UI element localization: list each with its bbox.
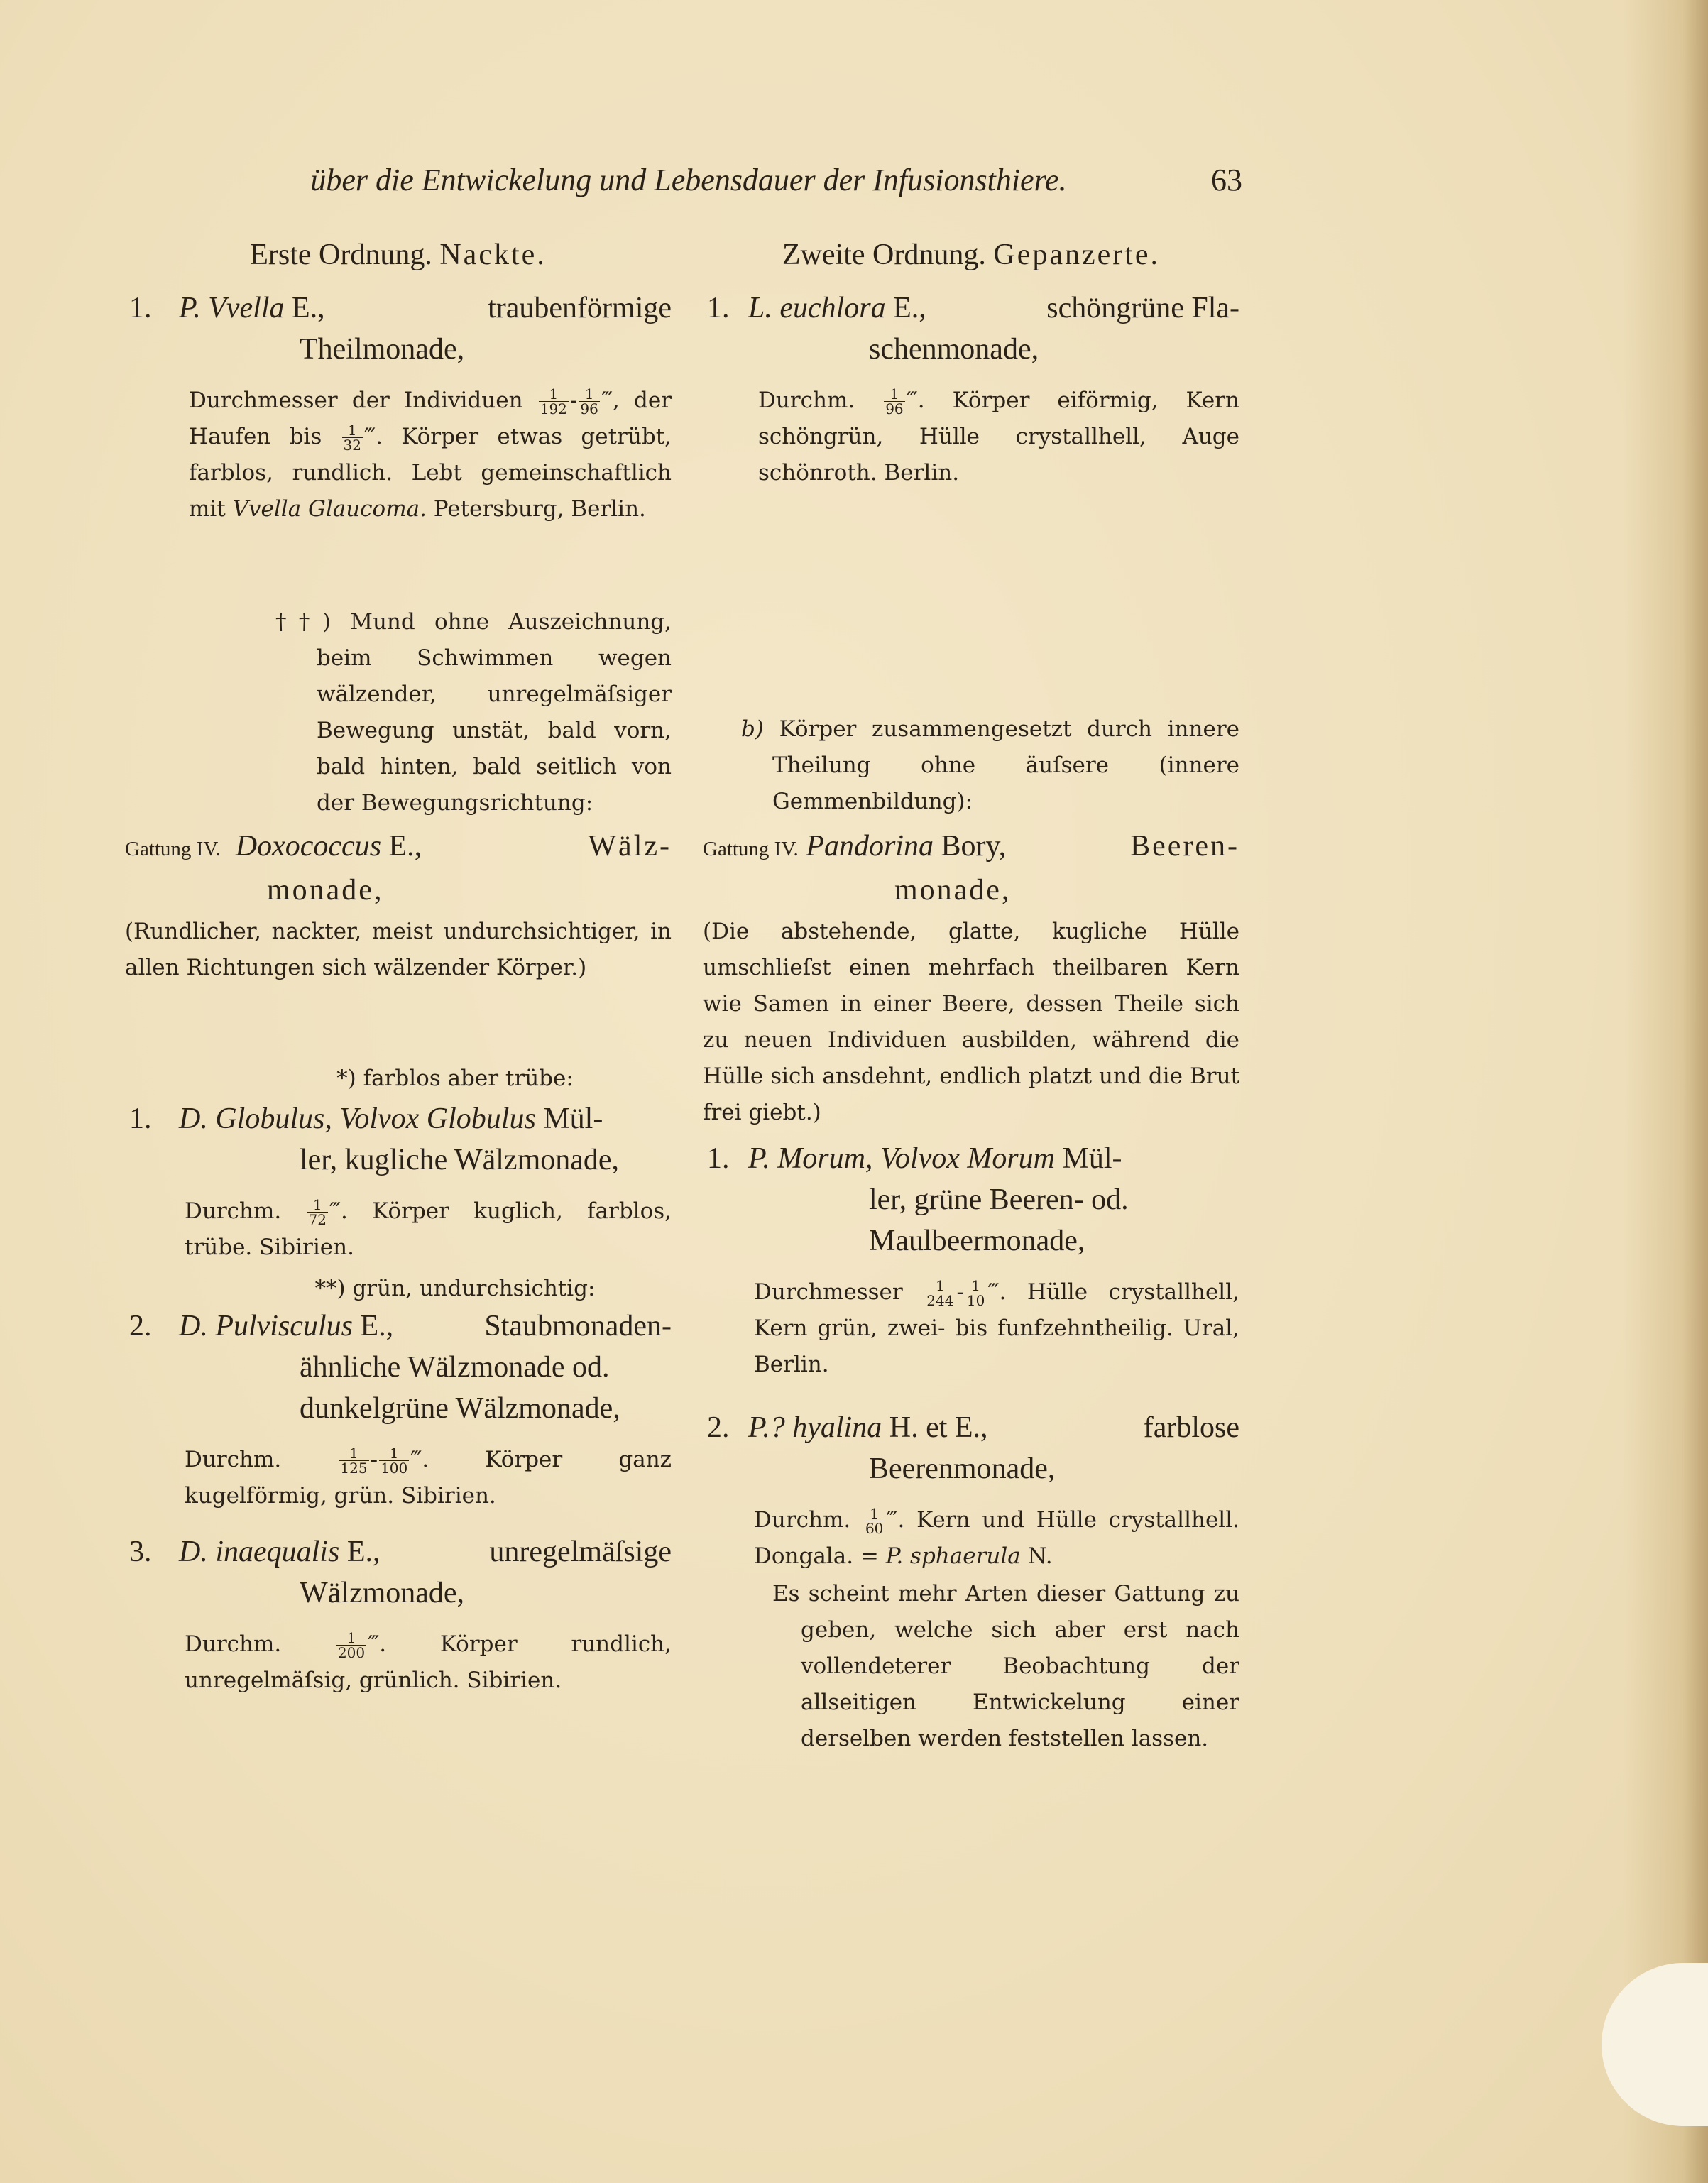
desc-text: Durchm. [185, 1198, 282, 1224]
genus-name: Doxococcus [235, 830, 382, 863]
genus-author: E., [388, 830, 422, 863]
order-name: Gepanzerte. [993, 239, 1161, 271]
species-name: L. euchlora [748, 292, 886, 324]
denominator: 32 [343, 437, 361, 454]
species-common-name-cont: schenmonade, [869, 333, 1039, 366]
desc-text: Durchm. [754, 1507, 851, 1533]
desc-text: ‴. Körper eiförmig, Kern schöngrün, Hülle crystallhell, Auge schönroth. Berlin. [758, 388, 1239, 486]
order-heading [703, 238, 1239, 272]
desc-text: Durchm. [758, 388, 855, 413]
numerator: 1 [539, 387, 569, 402]
numerator: 1 [884, 387, 904, 402]
order-title: Erste Ordnung. [250, 239, 432, 271]
denominator: 125 [340, 1460, 368, 1477]
numerator: 1 [864, 1506, 885, 1521]
species-name: D. inaequalis [179, 1536, 340, 1568]
species-author: E., [360, 1310, 394, 1342]
denominator: 60 [865, 1520, 884, 1537]
denominator: 96 [885, 400, 904, 417]
species-common-name: traubenförmige [488, 292, 672, 324]
species-name: D. Globulus, Volvox Globulus [179, 1103, 536, 1135]
species-common-name-cont: Theilmonade, [300, 333, 465, 366]
species-number: 1. [707, 292, 730, 324]
species-author: E., [893, 292, 926, 324]
species-description [754, 1502, 1239, 1575]
subsection-marker: ††) [275, 609, 331, 635]
fraction [379, 1446, 409, 1475]
desc-text: N. [1027, 1543, 1053, 1569]
subsection-text: Körper zusammengesetzt durch innere Theilung ohne äuſsere (innere Gemmenbildung): [772, 716, 1239, 814]
species-entry [703, 1407, 1239, 1489]
fraction [336, 1631, 366, 1660]
numerator: 1 [965, 1279, 986, 1293]
page-number: 63 [1211, 163, 1242, 197]
subsection-text: Mund ohne Auszeichnung, beim Schwimmen wegen wälzender, unregelmäſsiger Bewegung unstät, bald vorn, bald hinten, bald seitlich von der Bewegungsrichtung: [317, 609, 672, 816]
fraction [339, 1446, 368, 1475]
desc-text: ‴. Körper ganz kugelförmig, grün. Sibirien. [185, 1447, 672, 1509]
species-common-name: unregelmäſsige [489, 1536, 672, 1568]
running-title: über die Entwickelung und Lebensdauer der Infusionsthiere. [310, 163, 1067, 197]
numerator: 1 [925, 1279, 955, 1293]
genus-description: (Rundlicher, nackter, meist undurchsichtiger, in allen Richtungen sich wälzender Körper.) [125, 919, 672, 980]
order-title: Zweite Ordnung. [782, 239, 986, 271]
desc-text: ‴. Hülle crystallhell, Kern grün, zwei- bis funfzehntheilig. Ural, Berlin. [754, 1279, 1239, 1377]
species-description: Durchmesser der Individuen $\frac{1}{192}$ - $\frac{1}{96}$ ‴, der Haufen bis $\frac{1}{32}$ ‴. Körper etwas getrübt, farblos, rundlich. Lebt gemeinschaftlich mit Vvella Glaucoma. Petersburg, Berlin. [189, 385, 672, 522]
denominator: 192 [540, 400, 567, 417]
left-column [125, 238, 672, 1699]
species-description: Durchmesser $\frac{1}{244}$ - $\frac{1}{10}$ ‴. Hülle crystallhell, Kern grün, zwei- bis funfzehntheilig. Ural, Berlin. [754, 1277, 1239, 1377]
desc-text: ‴. Körper rundlich, unregelmäſsig, grünlich. Sibirien. [185, 1631, 672, 1693]
desc-text: Durchmesser [754, 1279, 903, 1305]
numerator: 1 [379, 1446, 409, 1461]
numerator: 1 [339, 1446, 368, 1461]
subsection [741, 711, 1239, 820]
species-number: 1. [129, 1103, 152, 1135]
desc-italic: Vvella Glaucoma. [232, 496, 427, 522]
species-common-name: ler, grüne Beeren- od. Maulbeermonade, [869, 1183, 1129, 1257]
species-number: 2. [707, 1411, 730, 1444]
denominator: 96 [580, 400, 598, 417]
species-name: P.? hyalina [748, 1411, 882, 1444]
fraction [965, 1279, 986, 1308]
order-heading [125, 238, 672, 272]
fraction [925, 1279, 955, 1308]
desc-text: ‴. Körper kuglich, farblos, trübe. Sibirien. [185, 1198, 672, 1260]
denominator: 72 [308, 1211, 327, 1228]
genus-common-name-cont: monade, [894, 874, 1012, 907]
denominator: 200 [337, 1644, 366, 1661]
paper-stain [1602, 1963, 1708, 2126]
desc-text: Durchmesser der Individuen [189, 388, 523, 413]
genus-note: Es scheint mehr Arten dieser Gattung zu geben, welche sich aber erst nach vollendeterer Beobachtung der allseitigen Entwickelung einer derselben werden feststellen lassen. [772, 1581, 1239, 1751]
desc-text: Petersburg, Berlin. [433, 496, 646, 522]
group-label: *) farblos aber trübe: [336, 1066, 574, 1091]
genus-common-name: Beeren- [1130, 830, 1239, 863]
denominator: 10 [966, 1292, 985, 1309]
numerator: 1 [336, 1631, 366, 1646]
species-entry [703, 288, 1239, 370]
genus-description: (Die abstehende, glatte, kugliche Hülle umschlieſst einen mehrfach theilbaren Kern wie Samen in einer Beere, dessen Theile sich zu neuen Individuen ausbilden, während die Hülle sich ansdehnt, endlich platzt und die Brut frei giebt.) [703, 919, 1239, 1125]
fraction [864, 1506, 885, 1536]
species-entry [125, 288, 672, 370]
species-number: 1. [129, 292, 152, 324]
subsection-marker: b) [741, 716, 764, 742]
genus-common-name: Wälz- [588, 830, 672, 863]
denominator: 244 [926, 1292, 954, 1309]
species-entry [125, 1306, 672, 1429]
species-common-name-cont: ähnliche Wälzmonade od. dunkelgrüne Wälzmonade, [300, 1351, 620, 1425]
species-description [185, 1193, 672, 1266]
desc-text: Durchm. [185, 1447, 282, 1472]
species-author: H. et E., [889, 1411, 988, 1444]
group-label: **) grün, undurchsichtig: [314, 1276, 596, 1301]
fraction [539, 387, 569, 416]
species-number: 1. [707, 1142, 730, 1175]
page-edge-shadow [1623, 0, 1708, 2183]
species-common-name-cont: Wälzmonade, [300, 1577, 465, 1609]
desc-text: ‴. Kern und Hülle crystallhell. Dongala. = [754, 1507, 1239, 1569]
species-name: D. Pulvisculus [179, 1310, 353, 1342]
genus-author: Bory, [941, 830, 1007, 863]
species-name: P. Vvella [179, 292, 285, 324]
fraction [342, 423, 363, 452]
species-common-name: Staubmonaden- [484, 1310, 672, 1342]
species-description [758, 383, 1239, 491]
species-author: E., [346, 1536, 381, 1568]
numerator: 1 [579, 387, 599, 402]
order-name: Nackte. [439, 239, 547, 271]
species-author: Mül- [543, 1103, 603, 1135]
desc-text: Durchm. [185, 1631, 282, 1657]
numerator: 1 [307, 1198, 327, 1213]
species-entry [703, 1138, 1239, 1262]
species-author: Mül- [1062, 1142, 1122, 1175]
desc-text: ‴, der Haufen bis [189, 388, 672, 449]
genus-label: Gattung IV. [703, 838, 799, 860]
genus-label: Gattung IV. [125, 838, 221, 860]
right-column [703, 238, 1239, 1757]
fraction [884, 387, 904, 416]
species-author: E., [292, 292, 325, 324]
genus-name: Pandorina [806, 830, 934, 863]
genus-entry [703, 826, 1239, 911]
genus-entry [125, 826, 672, 911]
species-common-name: ler, kugliche Wälzmonade, [300, 1144, 620, 1176]
subsection [275, 604, 672, 821]
desc-italic: P. sphaerula [885, 1543, 1021, 1569]
species-entry [125, 1531, 672, 1614]
fraction [307, 1198, 327, 1227]
species-number: 3. [129, 1536, 152, 1568]
page-header [241, 162, 1242, 212]
numerator: 1 [342, 423, 363, 438]
denominator: 100 [381, 1460, 408, 1477]
species-number: 2. [129, 1310, 152, 1342]
species-common-name-cont: Beerenmonade, [869, 1452, 1056, 1485]
species-description [185, 1626, 672, 1699]
desc-text: ‴. Körper etwas getrübt, farblos, rundlich. Lebt gemeinschaftlich mit [189, 424, 672, 522]
species-entry [125, 1098, 672, 1181]
species-name: P. Morum, Volvox Morum [748, 1142, 1056, 1175]
genus-common-name-cont: monade, [267, 874, 384, 907]
fraction [579, 387, 599, 416]
species-description: Durchm. $\frac{1}{125}$ - $\frac{1}{100}$ ‴. Körper ganz kugelförmig, grün. Sibirien. [185, 1445, 672, 1509]
species-common-name: schöngrüne Fla- [1046, 292, 1239, 324]
species-common-name: farblose [1143, 1411, 1239, 1444]
